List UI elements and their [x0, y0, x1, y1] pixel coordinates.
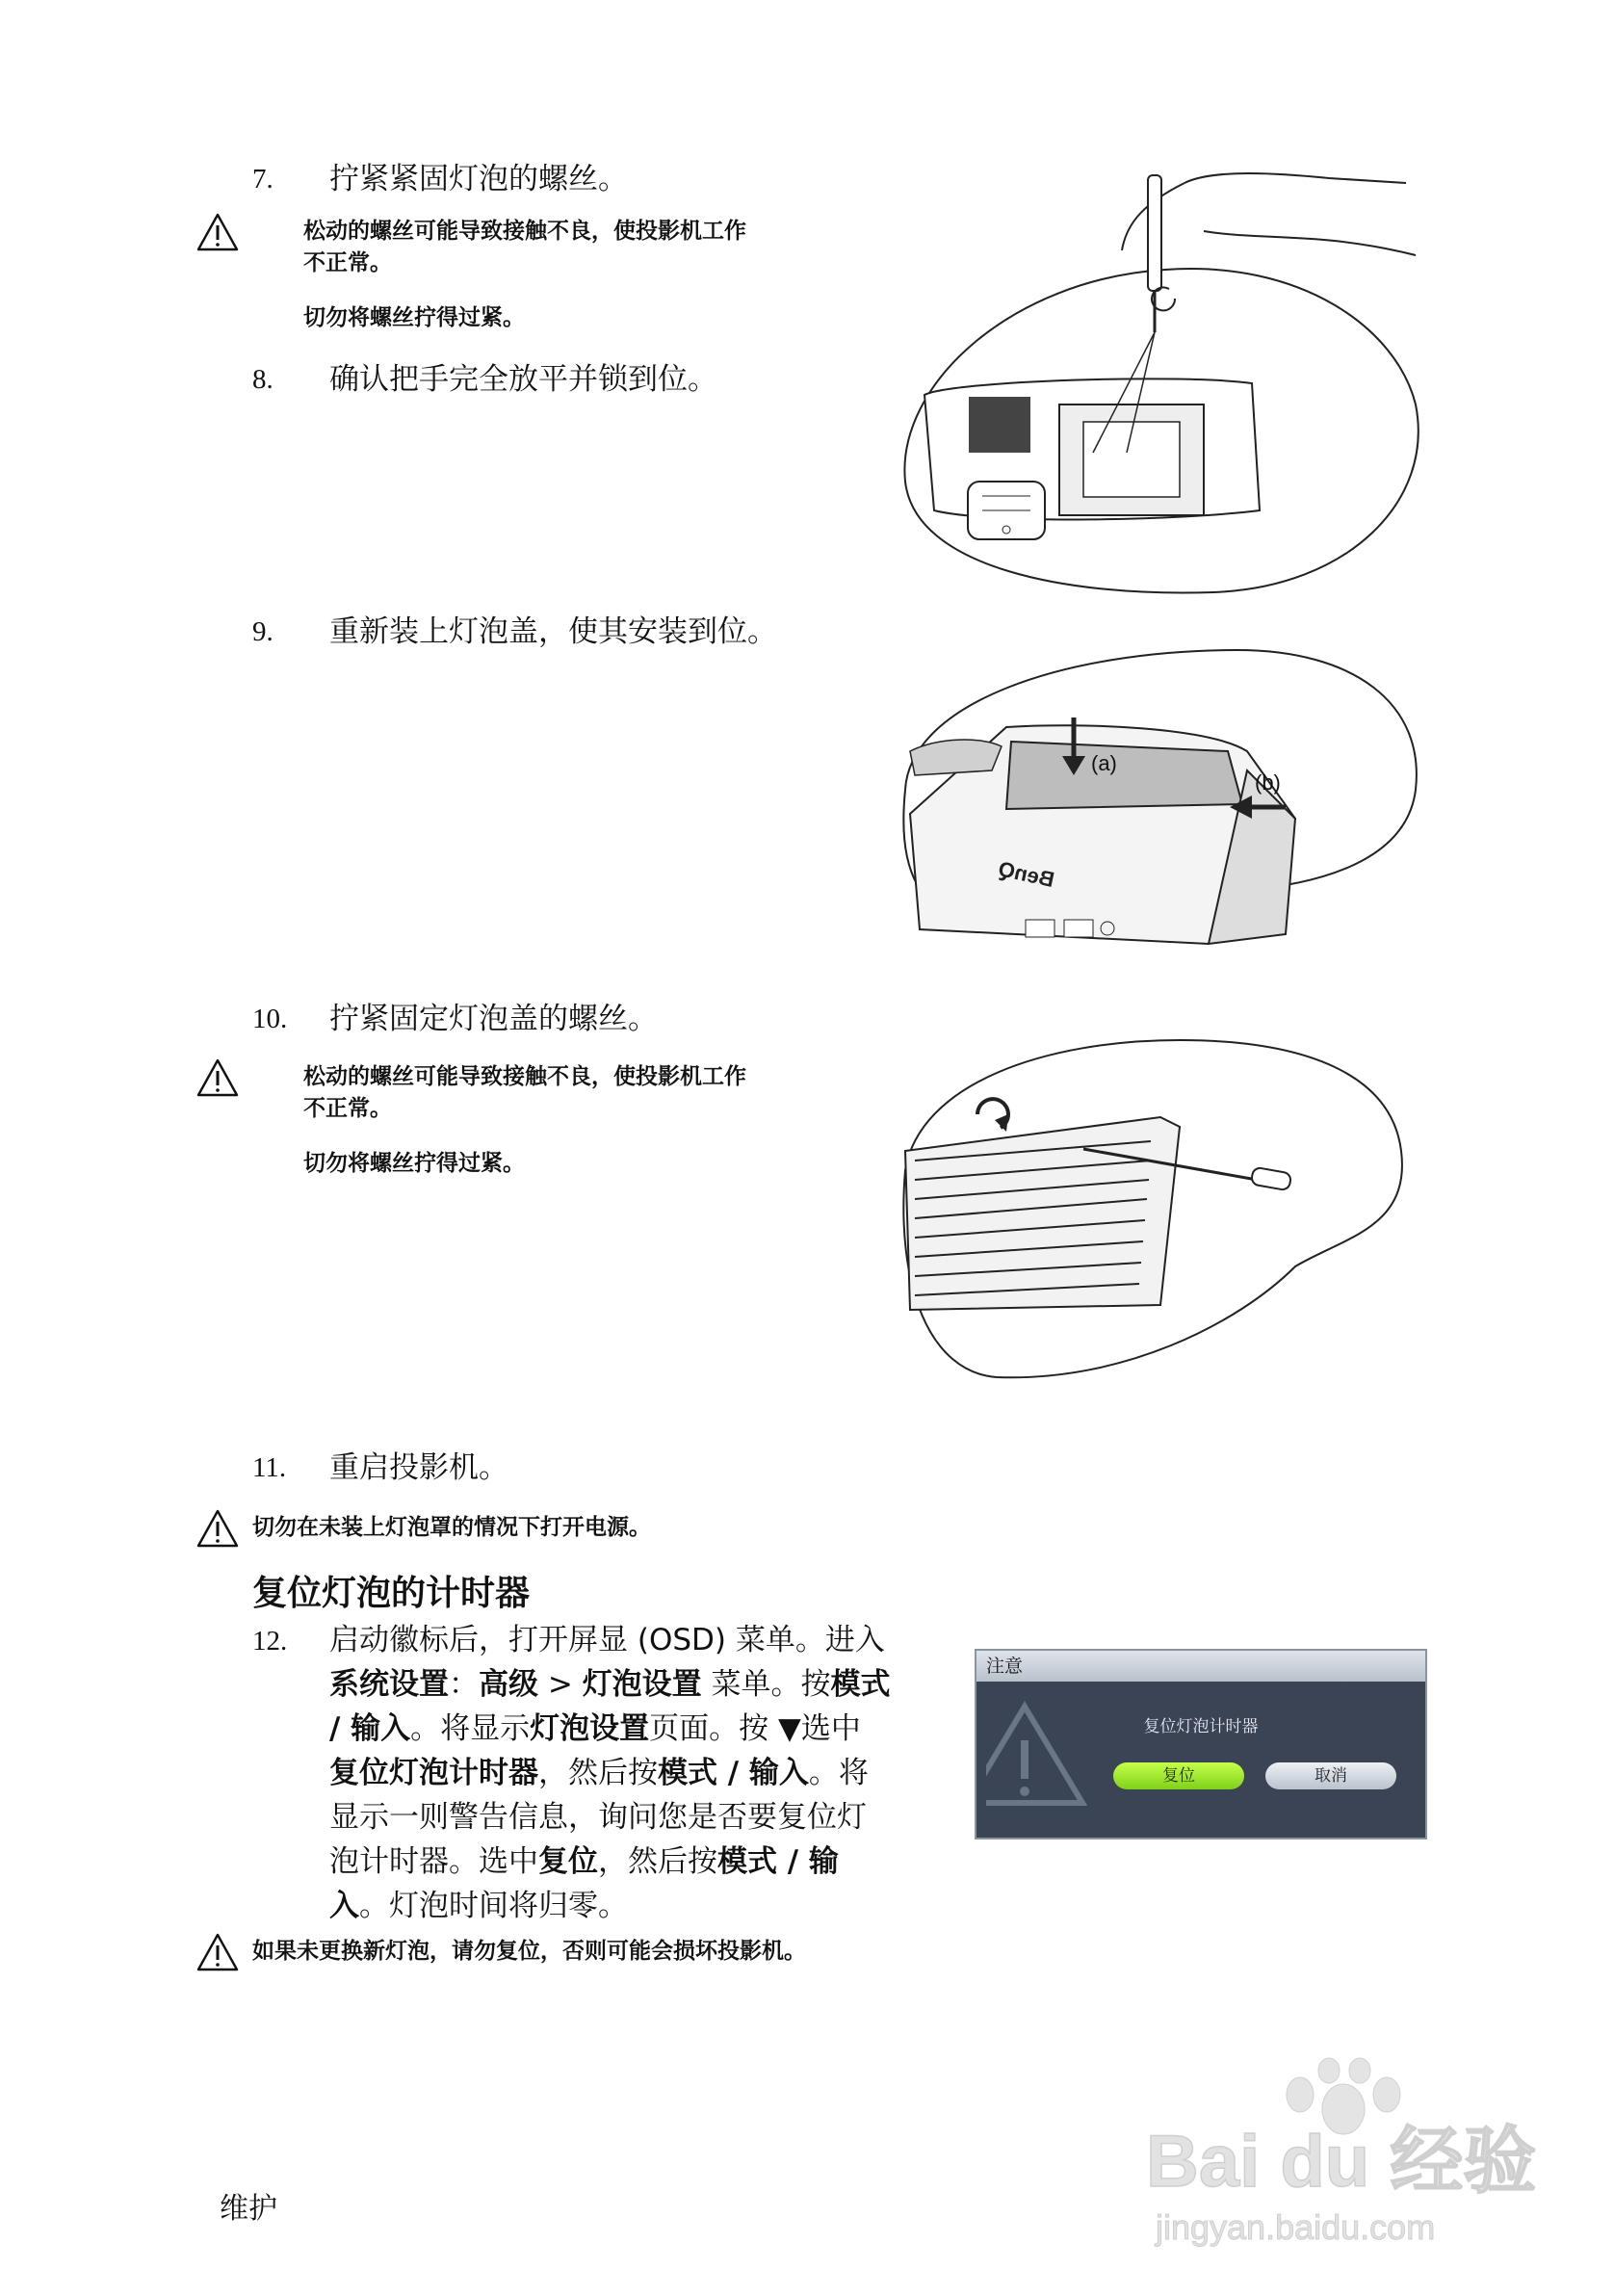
step-11-text: 重启投影机。	[329, 1450, 508, 1485]
warning-text-line: 松动的螺丝可能导致接触不良，使投影机工作	[303, 219, 746, 244]
warning-text: 如果未更换新灯泡，请勿复位，否则可能会损坏投影机。	[252, 1939, 806, 1964]
step-7-number: 7.	[252, 164, 273, 195]
step-12-paragraph	[329, 1618, 926, 1928]
step-9-number: 9.	[252, 616, 273, 647]
para-line: 入。灯泡时间将归零。	[329, 1889, 628, 1923]
osd-message: 复位灯泡计时器	[1143, 1717, 1259, 1736]
osd-dialog	[975, 1649, 1427, 1839]
warning-icon	[195, 1932, 240, 1972]
watermark-brand: Bai du 经验	[1146, 2121, 1537, 2203]
lamp-cover-illustration	[891, 645, 1430, 963]
lamp-screw-illustration	[896, 164, 1435, 607]
brand-logo: BenQ	[996, 856, 1057, 892]
reset-button[interactable]: 复位	[1113, 1762, 1244, 1789]
step-12-number: 12.	[252, 1626, 288, 1657]
footer-section-label: 维护	[220, 2192, 277, 2226]
para-line: 显示一则警告信息，询问您是否要复位灯	[329, 1800, 867, 1835]
warning-icon	[195, 212, 240, 252]
warning-text-line: 切勿将螺丝拧得过紧。	[303, 305, 525, 330]
step-9-text: 重新装上灯泡盖，使其安装到位。	[329, 614, 777, 649]
para-line: / 输入。将显示灯泡设置页面。按 ▼选中	[329, 1711, 861, 1746]
step-10-text: 拧紧固定灯泡盖的螺丝。	[329, 1002, 658, 1036]
cover-screw-illustration	[891, 1035, 1430, 1392]
baidu-watermark-logo	[1136, 2051, 1550, 2254]
warning-text-line: 不正常。	[303, 250, 392, 275]
step-10-number: 10.	[252, 1004, 288, 1034]
warning-text-line: 切勿将螺丝拧得过紧。	[303, 1151, 525, 1176]
label-a: (a)	[1091, 751, 1117, 775]
step-8-number: 8.	[252, 364, 273, 395]
watermark-url: jingyan.baidu.com	[1156, 2207, 1436, 2247]
para-line: 复位灯泡计时器，然后按模式 / 输入。将	[329, 1756, 869, 1790]
para-line: 系统设置：高级 > 灯泡设置 菜单。按模式	[329, 1667, 891, 1702]
para-line: 启动徽标后，打开屏显 (OSD) 菜单。进入	[329, 1623, 885, 1657]
step-11-number: 11.	[252, 1452, 287, 1483]
step-8-text: 确认把手完全放平并锁到位。	[329, 362, 717, 397]
label-b: (b)	[1255, 770, 1281, 795]
cancel-button[interactable]: 取消	[1265, 1762, 1396, 1789]
warning-text-line: 松动的螺丝可能导致接触不良，使投影机工作	[303, 1064, 746, 1089]
warning-icon	[195, 1508, 240, 1549]
warning-text-line: 不正常。	[303, 1096, 392, 1121]
warning-icon	[195, 1057, 240, 1098]
osd-dialog-title: 注意	[976, 1651, 1425, 1682]
warning-text: 切勿在未装上灯泡罩的情况下打开电源。	[252, 1515, 651, 1540]
para-line: 泡计时器。选中复位，然后按模式 / 输	[329, 1844, 839, 1879]
step-7-text: 拧紧紧固灯泡的螺丝。	[329, 162, 628, 196]
section-title: 复位灯泡的计时器	[252, 1574, 531, 1613]
